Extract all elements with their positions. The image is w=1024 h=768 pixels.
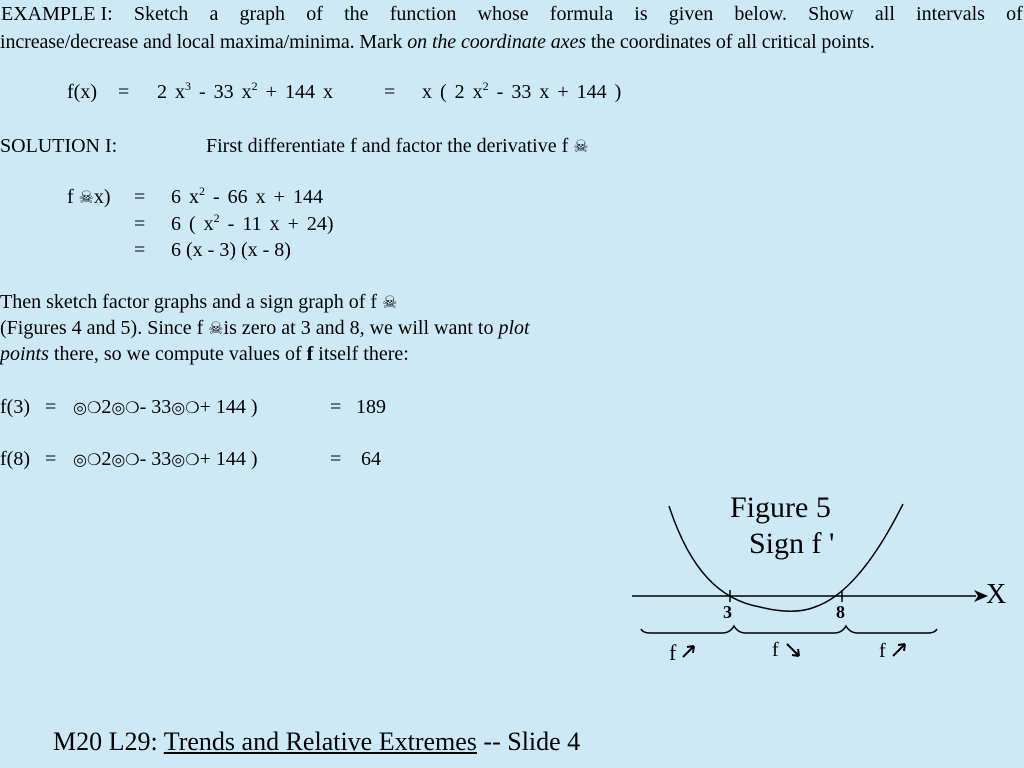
eval-3-result: 189 <box>356 396 386 418</box>
tick-label-3: 3 <box>723 602 732 622</box>
example-word: below. <box>734 3 787 25</box>
garbled-glyph-icon: ◎❍ <box>111 450 140 469</box>
interval-label-left: f <box>669 640 677 665</box>
eval-8-equals: = <box>45 448 57 470</box>
eval-3-expression: ◎❍2◎❍- 33◎❍+ 144 ) <box>73 396 258 418</box>
garbled-glyph-icon: ☠ <box>78 188 94 208</box>
figure-title-line-2: Sign f ' <box>749 527 835 560</box>
function-expanded: 2 $x^3 - 33$ $x^2 + 144$ x <box>157 79 333 103</box>
function-factored: x ( 2 $x^2 - 33$ x + 144 ) <box>422 79 622 103</box>
interval-label-right: f <box>879 640 886 662</box>
example-word: the <box>344 3 369 25</box>
garbled-glyph-icon: ☠ <box>573 137 589 157</box>
garbled-glyph-icon: ◎❍ <box>111 398 140 417</box>
eval-8-equals-2: = <box>330 448 342 470</box>
increasing-arrow-icon <box>893 644 905 656</box>
derivative-equals-1: = <box>134 186 146 208</box>
derivative-line-2: 6 ( $x^2 - 11$ x + 24) <box>171 211 334 235</box>
solution-text: First differentiate f and factor the derivative f ☠ <box>206 135 589 157</box>
function-equals-2: = <box>384 81 396 103</box>
decreasing-arrow-icon <box>787 644 799 656</box>
x-axis-label: X <box>986 579 1007 610</box>
eval-3-equals-2: = <box>330 396 342 418</box>
example-heading: EXAMPLE I: <box>1 3 113 25</box>
figure-5-sign-graph <box>620 488 1024 668</box>
example-word: given <box>668 3 714 25</box>
example-word: all <box>874 3 895 25</box>
example-line-2: increase/decrease and local maxima/minima. Mark on the coordinate axes the coordinates of all critical points. <box>0 31 875 53</box>
derivative-lhs: f ☠x) <box>67 186 111 208</box>
example-word: formula <box>549 3 614 25</box>
example-line-1 <box>1 2 1023 26</box>
example-word: function <box>389 3 457 25</box>
derivative-equals-2: = <box>134 213 146 235</box>
paragraph-line-2: (Figures 4 and 5). Since f ☠is zero at 3 and 8, we will want to plot <box>0 317 530 339</box>
derivative-equals-3: = <box>134 239 146 261</box>
paragraph-line-3: points there, so we compute values of f itself there: <box>0 343 409 365</box>
eval-3-lhs: f(3) <box>0 396 30 418</box>
function-lhs: f(x) <box>67 81 97 103</box>
example-word: a <box>209 3 219 25</box>
example-word: of <box>306 3 323 25</box>
example-word: Show <box>808 3 854 25</box>
slide-footer: M20 L29: Trends and Relative Extremes -- Slide 4 <box>53 727 581 756</box>
garbled-glyph-icon: ◎❍ <box>171 398 200 417</box>
example-italic: on the coordinate axes <box>407 31 586 53</box>
eval-8-result: 64 <box>361 448 381 470</box>
garbled-glyph-icon: ☠ <box>382 293 398 313</box>
interval-label-middle: f <box>772 639 779 661</box>
garbled-glyph-icon: ◎❍ <box>73 398 102 417</box>
eval-8-expression: ◎❍2◎❍- 33◎❍+ 144 ) <box>73 448 258 470</box>
example-word: intervals <box>916 3 985 25</box>
garbled-glyph-icon: ◎❍ <box>73 450 102 469</box>
paragraph-line-1: Then sketch factor graphs and a sign graph of f ☠ <box>0 291 398 313</box>
solution-label: SOLUTION I: <box>0 135 118 157</box>
derivative-line-3: 6 (x - 3) (x - 8) <box>171 239 291 261</box>
example-word: is <box>634 3 648 25</box>
lesson-title-link[interactable]: Trends and Relative Extremes <box>163 727 477 756</box>
figure-title-line-1: Figure 5 <box>730 491 831 524</box>
tick-label-8: 8 <box>836 602 845 622</box>
garbled-glyph-icon: ◎❍ <box>171 450 200 469</box>
garbled-glyph-icon: ☠ <box>208 319 224 339</box>
derivative-line-1: 6 $x^2 - 66$ x + 144 <box>171 184 323 208</box>
eval-3-equals: = <box>45 396 57 418</box>
eval-8-lhs: f(8) <box>0 448 30 470</box>
example-word: whose <box>477 3 529 25</box>
interval-brace <box>641 626 937 633</box>
example-word: Sketch <box>133 3 189 25</box>
example-word: graph <box>239 3 286 25</box>
example-word: of <box>1006 3 1023 25</box>
increasing-arrow-icon <box>683 646 694 657</box>
function-equals: = <box>118 81 130 103</box>
